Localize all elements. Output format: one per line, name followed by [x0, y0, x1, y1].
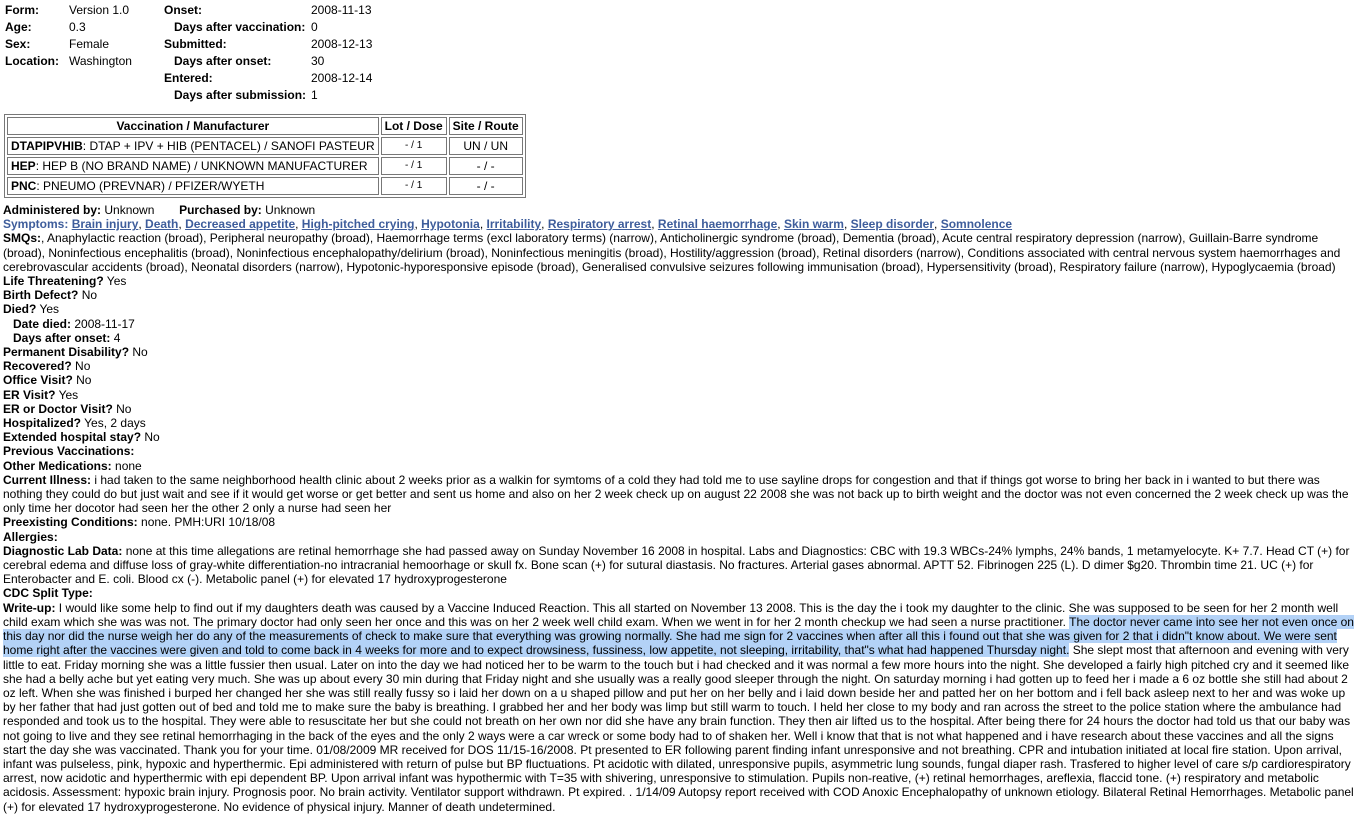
days-after-vaccination-value: 0 [311, 20, 318, 34]
vaccine-description: : HEP B (NO BRAND NAME) / UNKNOWN MANUFACTURER [35, 159, 368, 173]
days-after-vaccination-label: Days after vaccination: [174, 20, 306, 34]
preexisting-label: Preexisting Conditions: [3, 515, 138, 530]
office-visit-line [3, 373, 1359, 387]
extended-stay-label: Extended hospital stay? [3, 430, 142, 445]
recovered-value: No [75, 359, 91, 374]
vaccination-table-header [7, 117, 523, 135]
er-visit-value: Yes [58, 387, 79, 402]
administered-label: Administered by: [3, 203, 102, 217]
writeup-paragraph [3, 601, 1359, 814]
submitted-label: Submitted: [164, 37, 227, 51]
onset-value: 2008-11-13 [311, 3, 372, 17]
symptom-link-retinal-haemorrhage[interactable]: Retinal haemorrhage [657, 217, 778, 232]
cdc-split-label: CDC Split Type: [3, 586, 93, 601]
other-medications-line [3, 459, 1359, 473]
preexisting-value: none. PMH:URI 10/18/08 [141, 515, 276, 530]
location-label: Location: [5, 54, 59, 68]
birth-defect-line [3, 288, 1359, 302]
other-medications-value: none [115, 458, 142, 473]
form-value: Version 1.0 [69, 3, 130, 17]
table-row [7, 137, 523, 155]
extended-stay-value: No [144, 430, 160, 445]
hospitalized-value: Yes, 2 days [84, 416, 146, 431]
hospitalized-line [3, 416, 1359, 430]
symptoms-line: Symptoms: Brain injury, Death, Decreased appetite, High-pitched crying, Hypotonia, Irritability, Respiratory arrest, Retinal haemorrhage, Skin warm, Sleep disorder, Somnolence [3, 217, 1013, 232]
symptom-link-respiratory-arrest[interactable]: Respiratory arrest [547, 217, 652, 232]
purchased-label: Purchased by: [179, 203, 262, 217]
writeup-text-continued: She slept most that afternoon and evening with very little to eat. Friday morning she was a little fussier then usual. Later on into the day we had noticed her to be warm to the touch but i had checked and it was normal a few more hours into the night. She developed a fairly high pitched cry and it seemed like she had a belly ache but yet eating very much. She was up about every 30 min during that Friday night and she usually was a really good sleeper through the night. On saturday morning i had gotten up to feed her i made a 6 oz bottle she still had about 2 oz left. When she was finished i burped her changed her she was still really fussy so i laid her down on a u shaped pillow and put her on her belly and i laid down beside her and patted her on her bottom and i fell back asleep next to her and was woke up by her father that had just gotten out of bed and told me to make sure the baby is breathing. I grabbed her and her body was limp but still warm to touch. I held her close to my body and ran across the street to the police station where the ambulance had responded and took us to the hospital. They were able to resuscitate her but she could not breath on her own nor did she have any brain function. They then air lifted us to the hospital. After being there for 24 hours the doctor had told us that our baby was not going to live and they see retinal hemorrhaging in the back of the eyes and the only 2 ways were a car wreck or some body had to of shaken her. Well i know that that is not what happened and i have research about these vaccines and all the signs start the day she was vaccinated. Thank you for your time. 01/08/2009 MR received for DOS 11/15-16/2008. Pt presented to ER following parent finding infant unresponsive and not breathing. CPR and intubation initiated at local fire station. Upon arrival, infant was pulseless, pink, hypoxic and hyperthermic. Epi administered with return of pulse but BP fluctuations. Pt acidotic with dilated, unresponsive pupils, asymmetric lung sounds, fungal diaper rash. Trasfered to higher level of care s/p cardiorespiratory arrest, now acidotic and hyperthermic with epi dependent BP. Upon arrival infant was hypothermic with T=35 with shivering, unresponsive to stimulation. Pupils non-reative, (+) retinal hemorrhages, areflexia, flaccid tone. (+) respiratory and metabolic acidosis. Assessment: hypoxic brain injury. Prognosis poor. No brain activity. Ventilator support withdrawn. Pt expired. . 1/14/09 Autopsy report received with COD Anoxic Encephalopathy of unknown etiology. Bilateral Retinal Hemorrhages. Metabolic panel (+) for elevated 17 hydroxyprogesterone. No evidence of physical injury. Manner of death undetermined. [3, 643, 1354, 814]
er-doctor-visit-line [3, 402, 1359, 416]
date-died-line [3, 317, 1359, 331]
vaccine-description: : PNEUMO (PREVNAR) / PFIZER/WYETH [36, 179, 265, 193]
vaccine-cell [7, 137, 379, 155]
form-label: Form: [5, 3, 39, 17]
report-body [3, 203, 1359, 814]
vaccination-table [4, 114, 526, 198]
lab-data-value: none at this time allegations are retinal hemorrhage she had passed away on Sunday November 16 2008 in hospital. Labs and Diagnostics: CBC with 19.3 WBCs-24% lymphs, 24% bands, 1 metamyelocyte. K+ 7.7. Head CT (+) for cerebral edema and diffuse loss of gray-white differentiation-no intracranial hemoorhage or skull fx. Bone scan (+) for sutural diastasis. No fractures. Arterial gases abnormal. APTT 52. Fibrinogen 225 (L). D dimer $g20. Thrombin time 21. UC (+) for Enterobacter and E. coli. Blood cx (-). Metabolic panel (+) for elevated 17 hydroxyprogesterone [3, 543, 1350, 587]
sex-value: Female [69, 37, 110, 51]
site-route-cell: - / - [449, 177, 523, 195]
sex-label: Sex: [5, 37, 31, 51]
died-value: Yes [39, 302, 60, 317]
office-visit-label: Office Visit? [3, 373, 73, 388]
days-after-submission-value: 1 [311, 88, 318, 102]
writeup-text: I would like some help to find out if my daughters death was caused by a Vaccine Induced Reaction. This all started on November 13 2008. This is the day the i took my daughter to the clinic. She was supposed to be seen for her 2 month well child exam which she was was not. The primary doctor had only seen her once and this was on her 2 week well child exam. When we went in for her 2 month checkup we had seen a nurse practitioner. [3, 600, 1339, 629]
smqs-text: , Anaphylactic reaction (broad), Peripheral neuropathy (broad), Haemorrhage terms (excl laboratory terms) (narrow), Anticholinergic syndrome (broad), Dementia (broad), Acute central respiratory depression (narrow), Guillain-Barre syndrome (broad), Noninfectious encephalitis (broad), Noninfectious encephalopathy/delirium (broad), Noninfectious meningitis (broad), Hostility/aggression (broad), Retinal disorders (narrow), Conditions associated with central nervous system haemorrhages and cerebrovascular accidents (broad), Neonatal disorders (narrow), Hypotonic-hyporesponsive episode (broad), Generalised convulsive seizures following immunisation (broad), Hypersensitivity (broad), Respiratory failure (narrow), Hypoglycaemia (broad) [3, 231, 1341, 274]
life-threatening-line [3, 274, 1359, 288]
vaccine-cell [7, 157, 379, 175]
allergies-label: Allergies: [3, 529, 58, 544]
er-doctor-visit-value: No [116, 401, 132, 416]
days-after-onset-label: Days after onset: [174, 54, 272, 68]
days-after-onset-value: 30 [311, 54, 325, 68]
col-lot-dose: Lot / Dose [381, 117, 447, 135]
er-visit-label: ER Visit? [3, 387, 56, 402]
current-illness-paragraph [3, 473, 1359, 516]
entered-value: 2008-12-14 [311, 71, 373, 85]
lab-data-label: Diagnostic Lab Data: [3, 543, 123, 558]
vaccine-code: DTAPIPVHIB [11, 139, 83, 153]
days-after-submission-label: Days after submission: [174, 88, 307, 102]
permanent-disability-value: No [132, 345, 148, 360]
died-days-after-onset-label: Days after onset: [13, 330, 111, 345]
current-illness-label: Current Illness: [3, 472, 92, 487]
recovered-label: Recovered? [3, 359, 72, 374]
life-threatening-value: Yes [106, 274, 127, 289]
preexisting-line [3, 515, 1359, 529]
symptom-link-brain-injury[interactable]: Brain injury [71, 217, 139, 232]
birth-defect-value: No [81, 288, 98, 303]
col-site-route: Site / Route [449, 117, 523, 135]
extended-stay-line [3, 430, 1359, 444]
submitted-value: 2008-12-13 [311, 37, 373, 51]
date-died-value: 2008-11-17 [74, 316, 135, 331]
onset-label: Onset: [164, 3, 203, 17]
symptom-link-somnolence[interactable]: Somnolence [940, 217, 1013, 232]
symptoms-label: Symptoms: [3, 217, 69, 232]
vaccine-code: PNC [11, 179, 37, 193]
current-illness-value: i had taken to the same neighborhood health clinic about 2 weeks prior as a walkin for symtoms of a cold they had told me to use sayline drops for congestion and that if things got worse to bring her back in i wanted to but there was nothing they could do but just wait and see if it would get worse or get better and sent us home and also on her 2 week check up on august 22 2008 she was not back up to birth weight and the doctor was not even concerned the 2 week check up was the only time her docotor had seen her the other 2 only a nurse had seen her [3, 472, 1349, 516]
other-medications-label: Other Medications: [3, 458, 112, 473]
vaccine-code: HEP [11, 159, 36, 173]
symptom-link-irritability[interactable]: Irritability [486, 217, 542, 232]
recovered-line [3, 359, 1359, 373]
allergies-line [3, 530, 1359, 544]
lot-dose-cell: - / 1 [381, 177, 447, 195]
site-route-cell: - / - [449, 157, 523, 175]
date-died-label: Date died: [13, 316, 72, 331]
permanent-disability-line [3, 345, 1359, 359]
site-route-cell: UN / UN [449, 137, 523, 155]
symptom-link-skin-warm[interactable]: Skin warm [783, 217, 844, 232]
died-label: Died? [3, 302, 37, 317]
symptom-link-sleep-disorder[interactable]: Sleep disorder [850, 217, 935, 232]
age-value: 0.3 [69, 20, 86, 34]
symptom-link-death[interactable]: Death [145, 217, 179, 232]
symptom-link-decreased-appetite[interactable]: Decreased appetite [185, 217, 296, 232]
lot-dose-cell: - / 1 [381, 137, 447, 155]
birth-defect-label: Birth Defect? [3, 288, 79, 303]
died-days-after-onset-value: 4 [113, 330, 121, 345]
life-threatening-label: Life Threatening? [3, 274, 104, 289]
vaccine-cell [7, 177, 379, 195]
symptom-link-high-pitched-crying[interactable]: High-pitched crying [301, 217, 415, 232]
er-doctor-visit-label: ER or Doctor Visit? [3, 401, 113, 416]
smqs-label: SMQs: [3, 231, 42, 246]
previous-vaccinations-label: Previous Vaccinations: [3, 444, 135, 459]
died-line [3, 302, 1359, 316]
administered-line [3, 203, 1359, 217]
table-row [7, 157, 523, 175]
died-days-after-onset-line [3, 331, 1359, 345]
office-visit-value: No [76, 373, 92, 388]
smqs-paragraph [3, 231, 1359, 274]
location-value: Washington [69, 54, 132, 68]
vaccine-description: : DTAP + IPV + HIB (PENTACEL) / SANOFI PASTEUR [82, 139, 375, 153]
writeup-label: Write-up: [3, 600, 56, 615]
cdc-split-line [3, 586, 1359, 600]
symptom-link-hypotonia[interactable]: Hypotonia [421, 217, 480, 232]
administered-value: Unknown [104, 203, 155, 217]
age-label: Age: [5, 20, 32, 34]
purchased-value: Unknown [265, 203, 316, 217]
hospitalized-label: Hospitalized? [3, 416, 82, 431]
previous-vaccinations-line [3, 444, 1359, 458]
table-row [7, 177, 523, 195]
writeup-highlighted-text: The doctor never came into see her not even once on this day nor did the nurse weigh her do any of the measurements of check to make sure that everything was growing normally. She had me sign for 2 vaccines when after all this i found out that she was given for 2 that i didn"t know about. We were sent home right after the vaccines were given and told to come back in 4 weeks for more and to expect drowsiness, fussiness, low appetite, not sleeping, irritability, that"s what had happened Thursday night. [3, 614, 1354, 658]
er-visit-line [3, 388, 1359, 402]
lab-data-paragraph [3, 544, 1359, 587]
entered-label: Entered: [164, 71, 213, 85]
col-vaccination-manufacturer: Vaccination / Manufacturer [7, 117, 379, 135]
lot-dose-cell: - / 1 [381, 157, 447, 175]
permanent-disability-label: Permanent Disability? [3, 345, 130, 360]
